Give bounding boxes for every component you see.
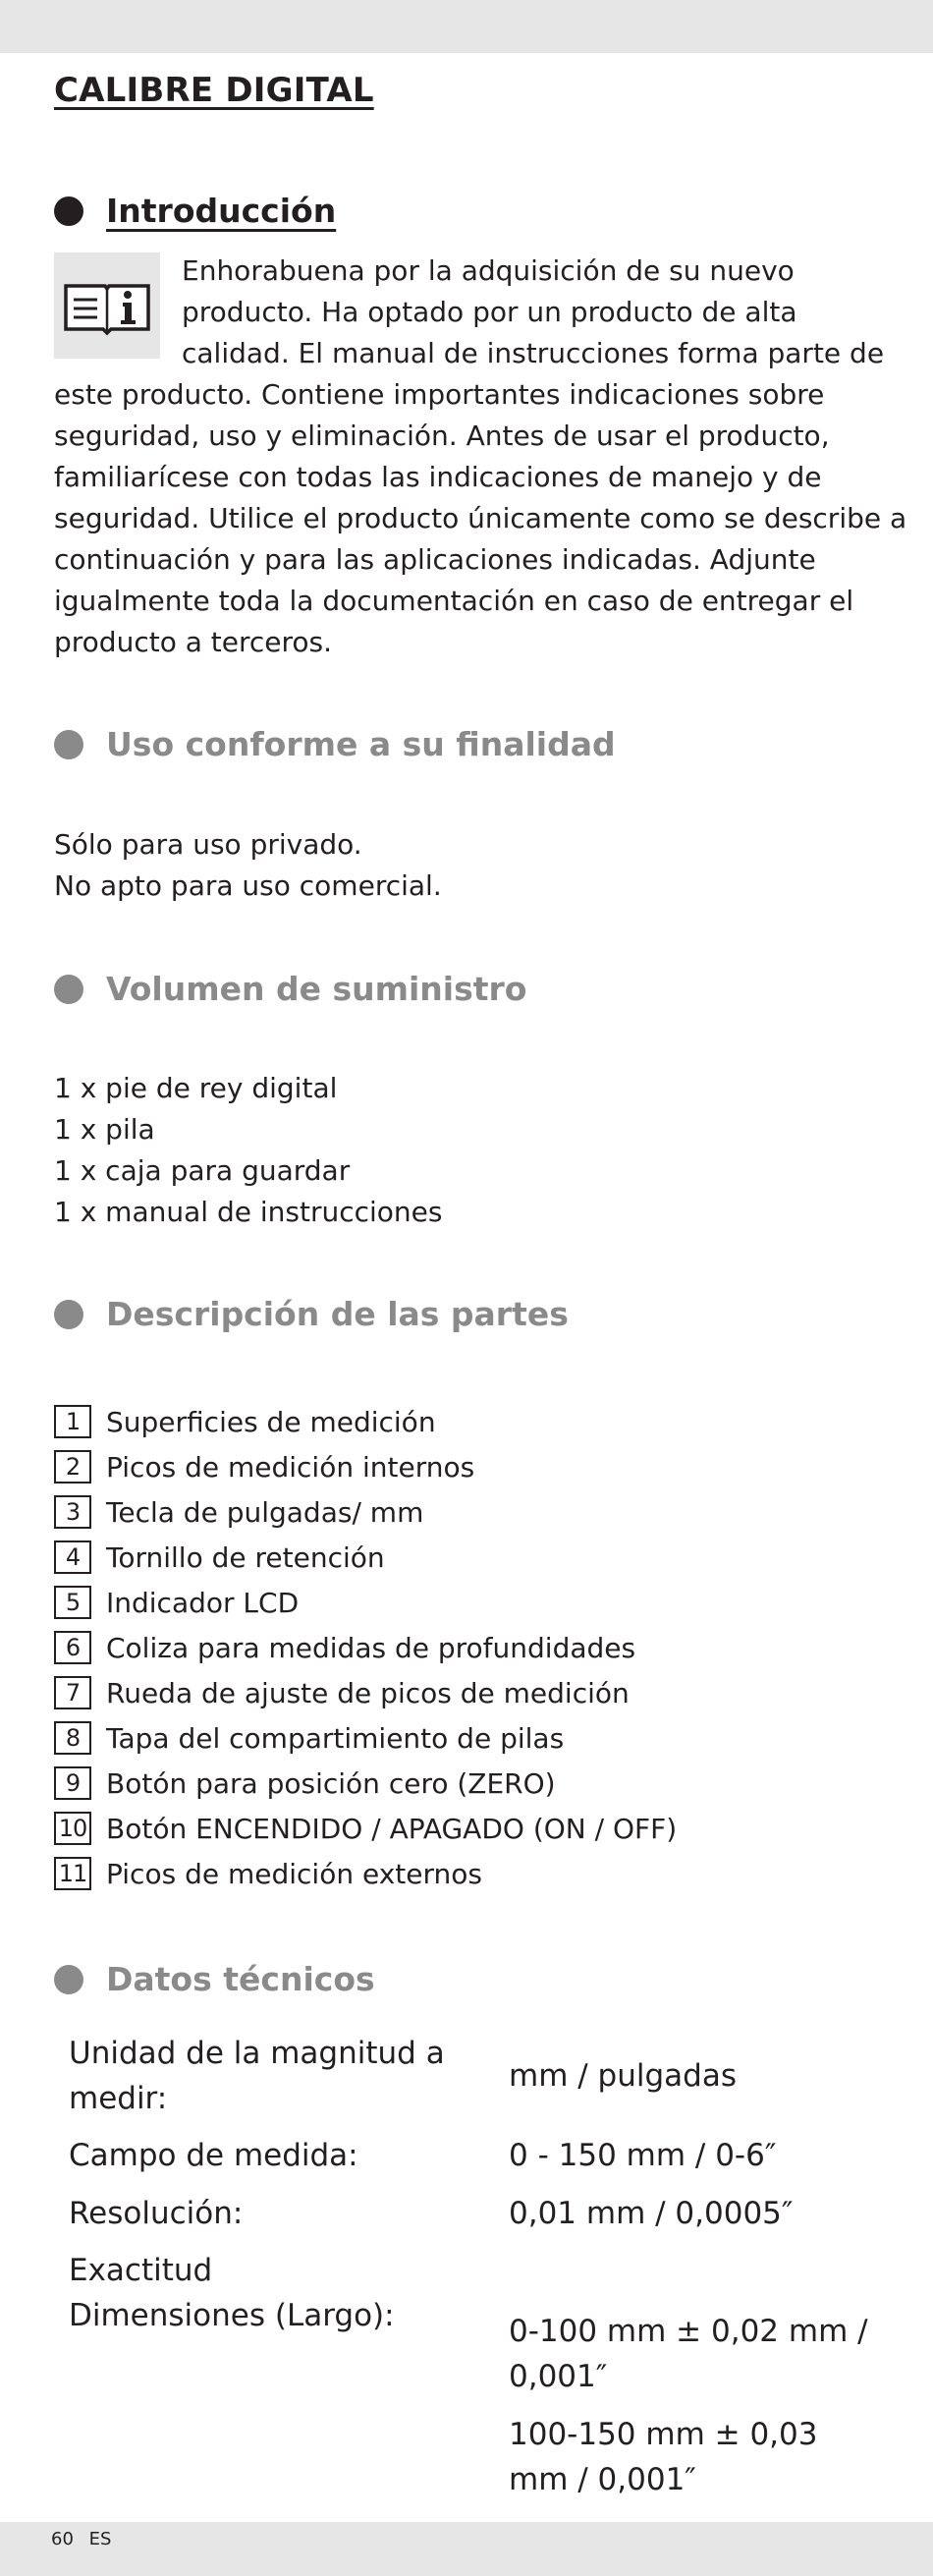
part-number: 11 [54, 1857, 91, 1890]
tech-resolution-value: 0,01 mm / 0,0005″ [509, 2196, 794, 2231]
list-item: 1 x pila [54, 1113, 155, 1146]
tech-value-line: 100-150 mm ± 0,03 [509, 2417, 818, 2452]
part-number: 5 [54, 1586, 91, 1619]
part-label: Coliza para medidas de profundidades [106, 1631, 636, 1664]
bullet-icon [54, 730, 83, 759]
part-item [54, 1851, 677, 1896]
part-number: 10 [54, 1812, 91, 1845]
part-label: Tapa del compartimiento de pilas [106, 1721, 565, 1755]
part-number: 9 [54, 1766, 91, 1800]
bullet-icon [54, 1965, 83, 1994]
list-item: 1 x caja para guardar [54, 1154, 351, 1187]
document-title: CALIBRE DIGITAL [54, 71, 374, 110]
intended-use-line: Sólo para uso privado. [54, 828, 362, 861]
part-label: Tecla de pulgadas/ mm [106, 1495, 424, 1529]
part-label: Superficies de medición [106, 1405, 436, 1438]
intro-line: Enhorabuena por la adquisición de su nuevo [182, 254, 795, 287]
intro-line: calidad. El manual de instrucciones forma parte de [182, 337, 885, 369]
page-number: 60 [51, 2529, 74, 2549]
tech-unit-value: mm / pulgadas [509, 2058, 737, 2094]
part-item [54, 1580, 677, 1625]
parts-heading [54, 1295, 569, 1333]
footer-band [0, 2522, 933, 2576]
page-footer [51, 2529, 121, 2549]
part-label: Indicador LCD [106, 1586, 300, 1619]
tech-range-value: 0 - 150 mm / 0-6″ [509, 2138, 777, 2173]
parts-list [54, 1399, 677, 1896]
tech-unit-label [69, 2031, 445, 2121]
intro-paragraph [54, 374, 907, 663]
part-number: 8 [54, 1721, 91, 1755]
tech-range-label: Campo de medida: [69, 2138, 358, 2173]
tech-label-line: Unidad de la magnitud a [69, 2036, 445, 2071]
part-item [54, 1715, 677, 1761]
language-code: ES [88, 2529, 112, 2549]
part-number: 2 [54, 1450, 91, 1484]
list-item: 1 x pie de rey digital [54, 1072, 338, 1104]
tech-accuracy-value-1 [509, 2309, 868, 2399]
intro-line: producto. Ha optado por un producto de alta [182, 296, 797, 328]
part-label: Botón para posición cero (ZERO) [106, 1766, 556, 1800]
intended-use-line: No apto para uso comercial. [54, 869, 442, 902]
part-item [54, 1535, 677, 1580]
part-number: 7 [54, 1676, 91, 1709]
part-label: Rueda de ajuste de picos de medición [106, 1676, 630, 1709]
intro-heading [54, 192, 336, 230]
part-item [54, 1444, 677, 1489]
intro-line: este producto. Contiene importantes indicaciones sobre [54, 378, 825, 411]
intended-use-text [54, 824, 442, 907]
intro-line: seguridad. Utilice el producto únicamente como se describe a [54, 502, 907, 534]
tech-resolution-label: Resolución: [69, 2196, 244, 2231]
tech-label-line: Exactitud [69, 2253, 213, 2288]
parts-heading-label: Descripción de las partes [106, 1295, 569, 1333]
tech-label-line: Dimensiones (Largo): [69, 2298, 395, 2333]
intended-use-heading-label: Uso conforme a su finalidad [106, 725, 616, 763]
list-item: 1 x manual de instrucciones [54, 1196, 443, 1228]
part-item [54, 1670, 677, 1715]
part-number: 3 [54, 1495, 91, 1529]
delivery-heading-label: Volumen de suministro [106, 970, 527, 1008]
part-number: 1 [54, 1405, 91, 1438]
part-item [54, 1625, 677, 1670]
part-label: Picos de medición internos [106, 1450, 475, 1484]
tech-heading [54, 1960, 375, 1998]
intro-line: igualmente toda la documentación en caso de entregar el [54, 585, 854, 617]
part-label: Tornillo de retención [106, 1540, 385, 1574]
intro-line: familiarícese con todas las indicaciones de manejo y de [54, 461, 822, 493]
intro-line: producto a terceros. [54, 626, 333, 658]
intro-line: continuación y para las aplicaciones indicadas. Adjunte [54, 543, 816, 576]
delivery-list [54, 1068, 442, 1233]
part-item [54, 1761, 677, 1806]
bullet-icon [54, 975, 83, 1004]
tech-value-line: mm / 0,001″ [509, 2462, 696, 2497]
part-label: Picos de medición externos [106, 1857, 482, 1890]
tech-accuracy-value-2 [509, 2412, 817, 2502]
part-item [54, 1399, 677, 1444]
part-label: Botón ENCENDIDO / APAGADO (ON / OFF) [106, 1812, 678, 1845]
top-margin-band [0, 0, 933, 53]
tech-heading-label: Datos técnicos [106, 1960, 375, 1998]
part-item [54, 1806, 677, 1851]
bullet-icon [54, 196, 83, 226]
bullet-icon [54, 1300, 83, 1329]
tech-label-line: medir: [69, 2081, 168, 2116]
part-item [54, 1489, 677, 1535]
tech-value-line: 0-100 mm ± 0,02 mm / [509, 2314, 868, 2349]
delivery-heading [54, 970, 526, 1008]
tech-value-line: 0,001″ [509, 2359, 608, 2394]
intended-use-heading [54, 725, 616, 763]
part-number: 6 [54, 1631, 91, 1664]
info-manual-icon [54, 252, 160, 359]
part-number: 4 [54, 1540, 91, 1574]
intro-line: seguridad, uso y eliminación. Antes de usar el producto, [54, 420, 830, 452]
intro-heading-label: Introducción [106, 192, 337, 230]
tech-accuracy-label [69, 2248, 395, 2338]
intro-indented-paragraph [182, 251, 889, 374]
